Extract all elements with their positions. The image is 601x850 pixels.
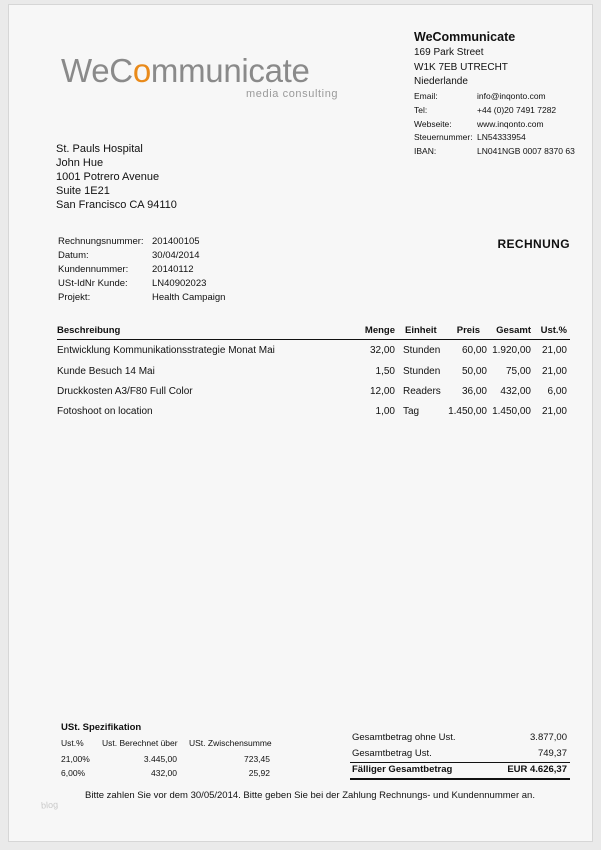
logo-tagline: media consulting (246, 88, 339, 100)
recipient-line: San Francisco CA 94110 (56, 199, 177, 211)
row-price: 1.450,00 (448, 406, 487, 417)
column-header-unit: Einheit (405, 325, 437, 336)
row-vat: 21,00 (541, 366, 567, 377)
contact-label: Steuernummer: (414, 132, 473, 142)
meta-label: USt-IdNr Kunde: (58, 278, 128, 289)
vat-spec-subtotal: 25,92 (248, 768, 270, 778)
row-vat: 6,00 (547, 386, 567, 397)
row-description: Druckkosten A3/F80 Full Color (57, 386, 193, 397)
customer-vat-id: LN40902023 (152, 278, 207, 289)
vat-spec-title: USt. Spezifikation (61, 722, 142, 733)
watermark-text: blog (40, 799, 59, 811)
recipient-line: St. Pauls Hospital (56, 143, 143, 155)
row-unit: Tag (403, 406, 420, 417)
project-name: Health Campaign (152, 292, 226, 303)
vat-spec-subtotal: 723,45 (244, 754, 270, 764)
company-logo (61, 52, 339, 100)
logo-suffix: mmunicate (150, 52, 310, 89)
column-header-price: Preis (456, 325, 480, 336)
contact-phone: +44 (0)20 7491 7282 (477, 105, 557, 115)
company-postal: W1K 7EB UTRECHT (414, 62, 508, 73)
recipient-line: John Hue (56, 157, 104, 169)
contact-tax-number: LN54333954 (477, 132, 526, 142)
contact-website: www.inqonto.com (477, 119, 544, 129)
meta-label: Datum: (58, 250, 89, 261)
row-total: 432,00 (500, 386, 531, 397)
invoice-date: 30/04/2014 (152, 250, 200, 261)
column-header-vat: Ust.% (540, 325, 567, 336)
contact-label: Tel: (414, 105, 428, 115)
amount-due-value: EUR 4.626,37 (507, 764, 567, 775)
row-total: 75,00 (505, 366, 531, 377)
total-net-label: Gesamtbetrag ohne Ust. (352, 732, 456, 743)
meta-label: Rechnungsnummer: (58, 236, 144, 247)
invoice-page (8, 4, 593, 842)
recipient-line: 1001 Potrero Avenue (56, 171, 160, 183)
customer-number: 20140112 (152, 264, 194, 275)
row-description: Entwicklung Kommunikationsstrategie Monat Mai (57, 345, 275, 356)
total-rule-top (350, 762, 570, 763)
row-vat: 21,00 (541, 345, 567, 356)
total-vat-value: 749,37 (537, 748, 567, 759)
contact-label: Webseite: (414, 119, 452, 129)
total-vat-label: Gesamtbetrag Ust. (352, 748, 432, 759)
total-rule-bottom (350, 778, 570, 780)
row-unit: Stunden (403, 345, 441, 356)
vat-spec-header-base: Ust. Berechnet über (102, 738, 178, 748)
row-price: 50,00 (461, 366, 487, 377)
row-price: 36,00 (461, 386, 487, 397)
row-unit: Stunden (403, 366, 441, 377)
table-header-rule (57, 339, 570, 340)
row-quantity: 32,00 (369, 345, 395, 356)
vat-spec-rate: 21,00% (61, 754, 90, 764)
vat-spec-rate: 6,00% (61, 768, 86, 778)
contact-label: Email: (414, 91, 438, 101)
logo-prefix: WeC (61, 52, 133, 89)
row-quantity: 12,00 (369, 386, 395, 397)
document-title: RECHNUNG (497, 237, 570, 251)
row-unit: Readers (403, 386, 441, 397)
column-header-total: Gesamt (496, 325, 531, 336)
logo-accent-letter: o (132, 52, 151, 89)
contact-iban: LN041NGB 0007 8370 63 (477, 146, 575, 156)
recipient-line: Suite 1E21 (56, 185, 110, 197)
vat-spec-header-rate: Ust.% (61, 738, 84, 748)
vat-spec-base: 3.445,00 (143, 754, 177, 764)
row-description: Kunde Besuch 14 Mai (57, 366, 155, 377)
amount-due-label: Fälliger Gesamtbetrag (352, 764, 453, 775)
column-header-description: Beschreibung (57, 325, 121, 336)
row-total: 1.450,00 (492, 406, 531, 417)
vat-spec-header-subtotal: USt. Zwischensumme (189, 738, 272, 748)
row-price: 60,00 (461, 345, 487, 356)
company-name: WeCommunicate (414, 30, 516, 44)
contact-label: IBAN: (414, 146, 437, 156)
row-quantity: 1,50 (375, 366, 395, 377)
row-quantity: 1,00 (375, 406, 395, 417)
company-street: 169 Park Street (414, 47, 484, 58)
payment-note: Bitte zahlen Sie vor dem 30/05/2014. Bitte geben Sie bei der Zahlung Rechnungs- und Kundennummer an. (85, 790, 535, 801)
logo-wordmark (61, 53, 310, 89)
contact-email: info@inqonto.com (477, 91, 546, 101)
company-country: Niederlande (414, 76, 468, 87)
row-vat: 21,00 (541, 406, 567, 417)
row-description: Fotoshoot on location (57, 406, 153, 417)
row-total: 1.920,00 (492, 345, 531, 356)
invoice-number: 201400105 (152, 236, 200, 247)
meta-label: Kundennummer: (58, 264, 129, 275)
total-net-value: 3.877,00 (530, 732, 567, 743)
meta-label: Projekt: (58, 292, 91, 303)
vat-spec-base: 432,00 (151, 768, 177, 778)
column-header-quantity: Menge (364, 325, 395, 336)
